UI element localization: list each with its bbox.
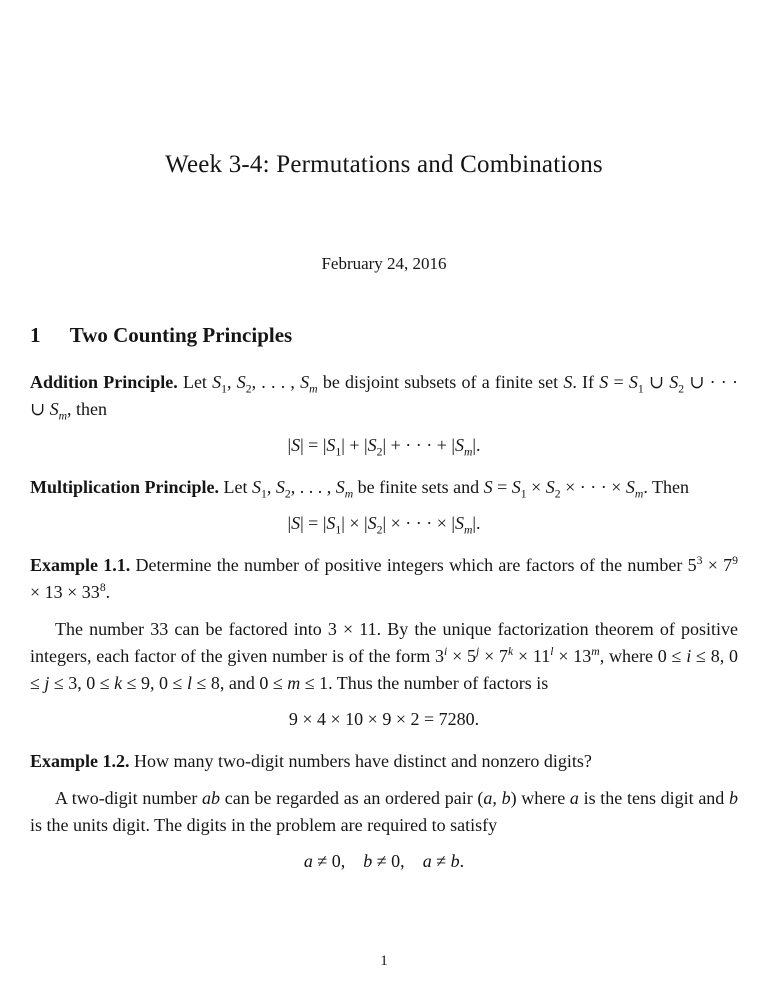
section-title: Two Counting Principles xyxy=(69,323,293,347)
example-1-1-text: Determine the number of positive integers which are factors of the number $5^3 \times 7^9 \times 13 \times 33^8$. xyxy=(30,554,739,602)
equation-addition-principle: $|S| = |S_1| + |S_2|$ + · · · + $|S_m|$. xyxy=(287,435,481,459)
paragraph-addition-principle xyxy=(30,369,738,423)
multiplication-principle-label: Multiplication Principle. xyxy=(30,477,219,497)
document-date: February 24, 2016 xyxy=(321,254,447,273)
page-number: 1 xyxy=(380,953,388,969)
section-number: 1 xyxy=(30,323,41,347)
multiplication-principle-text: Let $S_1$, $S_2$, . . . , $S_m$ be finite sets and $S = S_1 \times S_2$ × · · · × $S_m$. Then xyxy=(219,477,690,501)
equation-example-1-2: a ≠ 0, b ≠ 0, a ≠ b. xyxy=(303,851,465,871)
equation-example-1-1: 9 × 4 × 10 × 9 × 2 = 7280. xyxy=(288,709,480,729)
example-1-2-label: Example 1.2. xyxy=(30,751,130,771)
equation-multiplication-principle: $|S| = |S_1| \times |S_2|$ × · · · × $|S_m|$. xyxy=(287,513,481,537)
addition-principle-label: Addition Principle. xyxy=(30,372,178,392)
document-title: Week 3-4: Permutations and Combinations xyxy=(165,151,603,178)
section-heading xyxy=(30,323,738,348)
addition-principle-text: Let $S_1$, $S_2$, . . . , $S_m$ be disjoint subsets of a finite set S. If $S = S_1$ ∪ $S_2$ ∪ · · · ∪ $S_m$, then xyxy=(30,372,739,423)
paragraph-example-1-1 xyxy=(30,552,738,606)
paragraph-example-1-1-solution: The number 33 can be factored into 3 × 11. By the unique factorization theorem of positive integers, each factor of the given number is of the form $3^i \times 5^j \times 7^k \times 11^l \times 13^m$, where 0 ≤ i ≤ 8, 0 ≤ j ≤ 3, 0 ≤ k ≤ 9, 0 ≤ l ≤ 8, and 0 ≤ m ≤ 1. Thus the number of factors is xyxy=(30,619,738,693)
paragraph-example-1-2 xyxy=(30,748,738,775)
example-1-2-text: How many two-digit numbers have distinct and nonzero digits? xyxy=(129,751,592,771)
paragraph-example-1-2-solution: A two-digit number ab can be regarded as an ordered pair (a, b) where a is the tens digit and b is the units digit. The digits in the problem are required to satisfy xyxy=(30,788,738,835)
paragraph-multiplication-principle xyxy=(30,474,738,501)
example-1-1-label: Example 1.1. xyxy=(30,555,131,575)
